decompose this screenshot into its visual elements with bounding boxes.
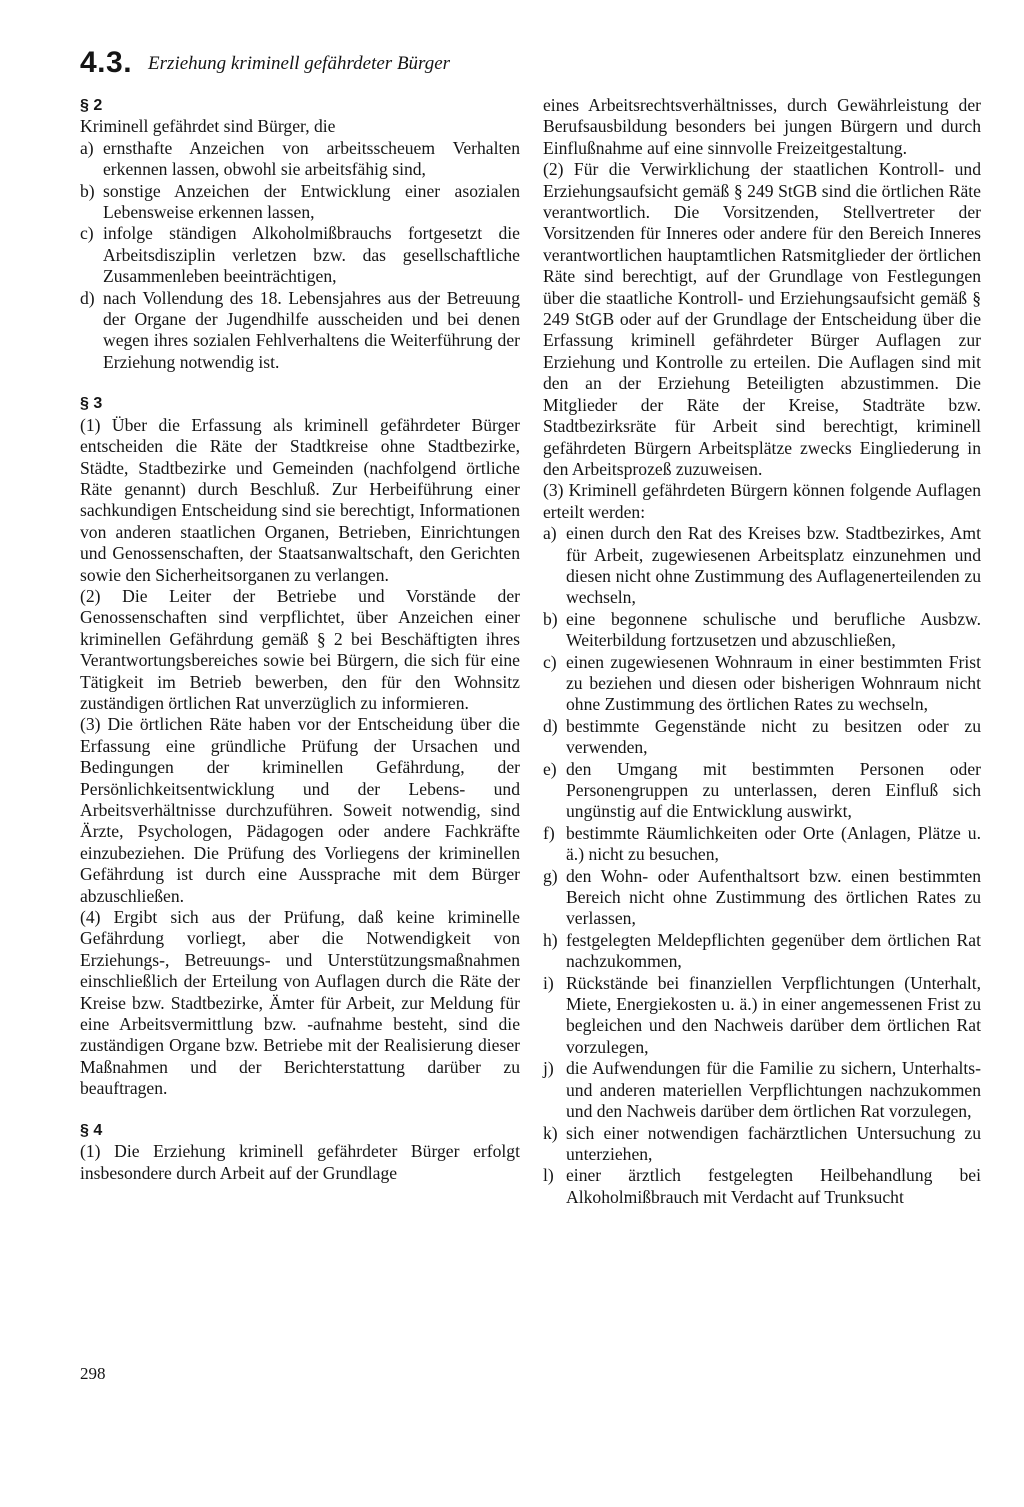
continuation-text: eines Arbeitsrechtsverhältnisses, durch Gewährleistung der Berufsausbildung besonders bei jungen Bürgern und durch Einflußnahme auf eine sinnvolle Freizeitgestaltung.: [543, 95, 981, 158]
list-item: d) nach Vollendung des 18. Lebensjahres aus der Betreuung der Organe der Jugendhilfe ausscheiden und bei denen wegen ihres sozialen Fehlverhaltens die Weiterführung der Erziehung notwendig ist.: [80, 287, 520, 372]
page-number: 298: [80, 1364, 106, 1383]
list-item: d) bestimmte Gegenstände nicht zu besitzen oder zu verwenden,: [543, 715, 981, 758]
section-heading: [80, 46, 450, 80]
list-item: l) einer ärztlich festgelegten Heilbehandlung bei Alkoholmißbrauch mit Verdacht auf Trunksucht: [543, 1165, 981, 1207]
s4-para-3: (3) Kriminell gefährdeten Bürgern können folgende Auflagen erteilt werden:: [543, 480, 981, 522]
list-item: j) die Aufwendungen für die Familie zu sichern, Unterhalts- und anderen materiellen Verpflichtungen nachzukommen und den Nachweis darüber dem örtlichen Rat vorzulegen,: [543, 1058, 981, 1122]
s2-intro: Kriminell gefährdet sind Bürger, die: [80, 116, 336, 137]
list-item: k) sich einer notwendigen fachärztlichen Untersuchung zu unterziehen,: [543, 1122, 981, 1164]
list-item: i) Rückstände bei finanziellen Verpflichtungen (Unterhalt, Miete, Energiekosten u. ä.) in einer angemessenen Frist zu begleichen und den Nachweis darüber dem örtlichen Rat vorzulegen,: [543, 972, 981, 1057]
right-column: [543, 95, 981, 1208]
s4-para-2: (2) Für die Verwirklichung der staatlichen Kontroll- und Erziehungsaufsicht gemäß § 249 StGB sind die örtlichen Räte verantwortlich. Die Vorsitzenden, Stellvertreter der Vorsitzenden für Inneres oder andere für den Bereich Inneres verantwortlichen hauptamtlichen Ratsmitglieder der örtlichen Räte sind berechtigt, auf der Grundlage von Festlegungen über die staatliche Kontroll- und Erziehungsaufsicht gemäß § 249 StGB oder auf der Grundlage der Entscheidung über die Erfassung kriminell gefährdeter Bürger Auflagen zur Erziehung und Kontrolle zu erteilen. Die Auflagen sind mit den an der Erziehung Beteiligten abzustimmen. Die Mitglieder der Räte der Kreise, Stadträte bzw. Stadtbezirksräte für Arbeit sind berechtigt, kriminell gefährdeten Bürgern Arbeitsplätze zwecks Eingliederung in den Arbeitsprozeß zuzuweisen.: [543, 159, 981, 479]
list-item: a) einen durch den Rat des Kreises bzw. Stadtbezirkes, Amt für Arbeit, zugewiesenen Arbeitsplatz einzunehmen und diesen nicht ohne Zustimmung des Auflagenerteilenden zu wechseln,: [543, 523, 981, 608]
list-item: h) festgelegten Meldepflichten gegenüber dem örtlichen Rat nachzukommen,: [543, 929, 981, 972]
s3-para-4: (4) Ergibt sich aus der Prüfung, daß keine kriminelle Gefährdung vorliegt, aber die Notwendigkeit von Erziehungs-, Betreuungs- und Unterstützungsmaßnahmen einschließlich der Erteilung von Auflagen durch die Räte der Kreise bzw. Stadtbezirke, Ämter für Arbeit, zur Meldung für eine Arbeitsvermittlung bzw. -aufnahme besteht, sind die zuständigen Organe bzw. Betriebe mit der Realisierung dieser Maßnahmen und der Berichterstattung darüber zu beauftragen.: [80, 907, 520, 1099]
list-item: c) einen zugewiesenen Wohnraum in einer bestimmten Frist zu beziehen und diesen oder bisherigen Wohnraum nicht ohne Zustimmung des örtlichen Rates zu wechseln,: [543, 651, 981, 715]
list-item: g) den Wohn- oder Aufenthaltsort bzw. einen bestimmten Bereich nicht ohne Zustimmung des örtlichen Rates zu verlassen,: [543, 865, 981, 929]
s3-para-3: (3) Die örtlichen Räte haben vor der Entscheidung über die Erfassung eine gründliche Prüfung der Ursachen und Bedingungen der kriminellen Gefährdung, der Persönlichkeitsentwicklung und der Lebens- und Arbeitsverhältnisse durchzuführen. Soweit notwendig, sind Ärzte, Psychologen, Pädagogen oder andere Fachkräfte einzubeziehen. Die Prüfung des Vorliegens der kriminellen Gefährdung ist durch eine Aussprache mit dem Bürger abzuschließen.: [80, 714, 520, 906]
list-item: b) sonstige Anzeichen der Entwicklung einer asozialen Lebensweise erkennen lassen,: [80, 180, 520, 223]
list-item: b) eine begonnene schulische und berufliche Ausbzw. Weiterbildung fortzusetzen und abzuschließen,: [543, 608, 981, 651]
s3-para-2: (2) Die Leiter der Betriebe und Vorstände der Genossenschaften sind verpflichtet, über Anzeichen einer kriminellen Gefährdung gemäß § 2 bei Beschäftigten ihres Verantwortungsbereiches sowie bei Bürgern, die sich für eine Tätigkeit im Betrieb bewerben, den für den Wohnsitz zuständigen örtlichen Rat unverzüglich zu informieren.: [80, 585, 520, 713]
s4-para-1: (1) Die Erziehung kriminell gefährdeter Bürger erfolgt insbesondere durch Arbeit auf der Grundlage: [80, 1141, 520, 1183]
list-item: a) ernsthafte Anzeichen von arbeitsscheuem Verhalten erkennen lassen, obwohl sie arbeitsfähig sind,: [80, 137, 520, 180]
list-item: e) den Umgang mit bestimmten Personen oder Personengruppen zu unterlassen, deren Einfluß sich ungünstig auf die Entwicklung auswirkt,: [543, 758, 981, 822]
s3-para-1: (1) Über die Erfassung als kriminell gefährdeter Bürger entscheiden die Räte der Stadtkreise ohne Stadtbezirke, Städte, Stadtbezirke und Gemeinden (nachfolgend örtliche Räte genannt) durch Beschluß. Zur Herbeiführung einer sachkundigen Entscheidung sind sie berechtigt, Informationen von anderen staatlichen Organen, Betrieben, Einrichtungen und Genossenschaften, der Staatsanwaltschaft, den Gerichten sowie den Sicherheitsorganen zu verlangen.: [80, 414, 520, 585]
list-item: c) infolge ständigen Alkoholmißbrauchs fortgesetzt die Arbeitsdisziplin verletzen bzw. das gesellschaftliche Zusammenleben beeinträchtigen,: [80, 223, 520, 287]
paragraph-mark-2: § 2: [80, 97, 103, 114]
paragraph-mark-4: § 4: [80, 1121, 103, 1139]
section-number: 4.3.: [80, 46, 133, 79]
paragraph-mark-3: § 3: [80, 395, 103, 413]
section-title: Erziehung kriminell gefährdeter Bürger: [148, 53, 451, 74]
list-item: f) bestimmte Räumlichkeiten oder Orte (Anlagen, Plätze u. ä.) nicht zu besuchen,: [543, 822, 981, 865]
left-column: [80, 95, 520, 1184]
